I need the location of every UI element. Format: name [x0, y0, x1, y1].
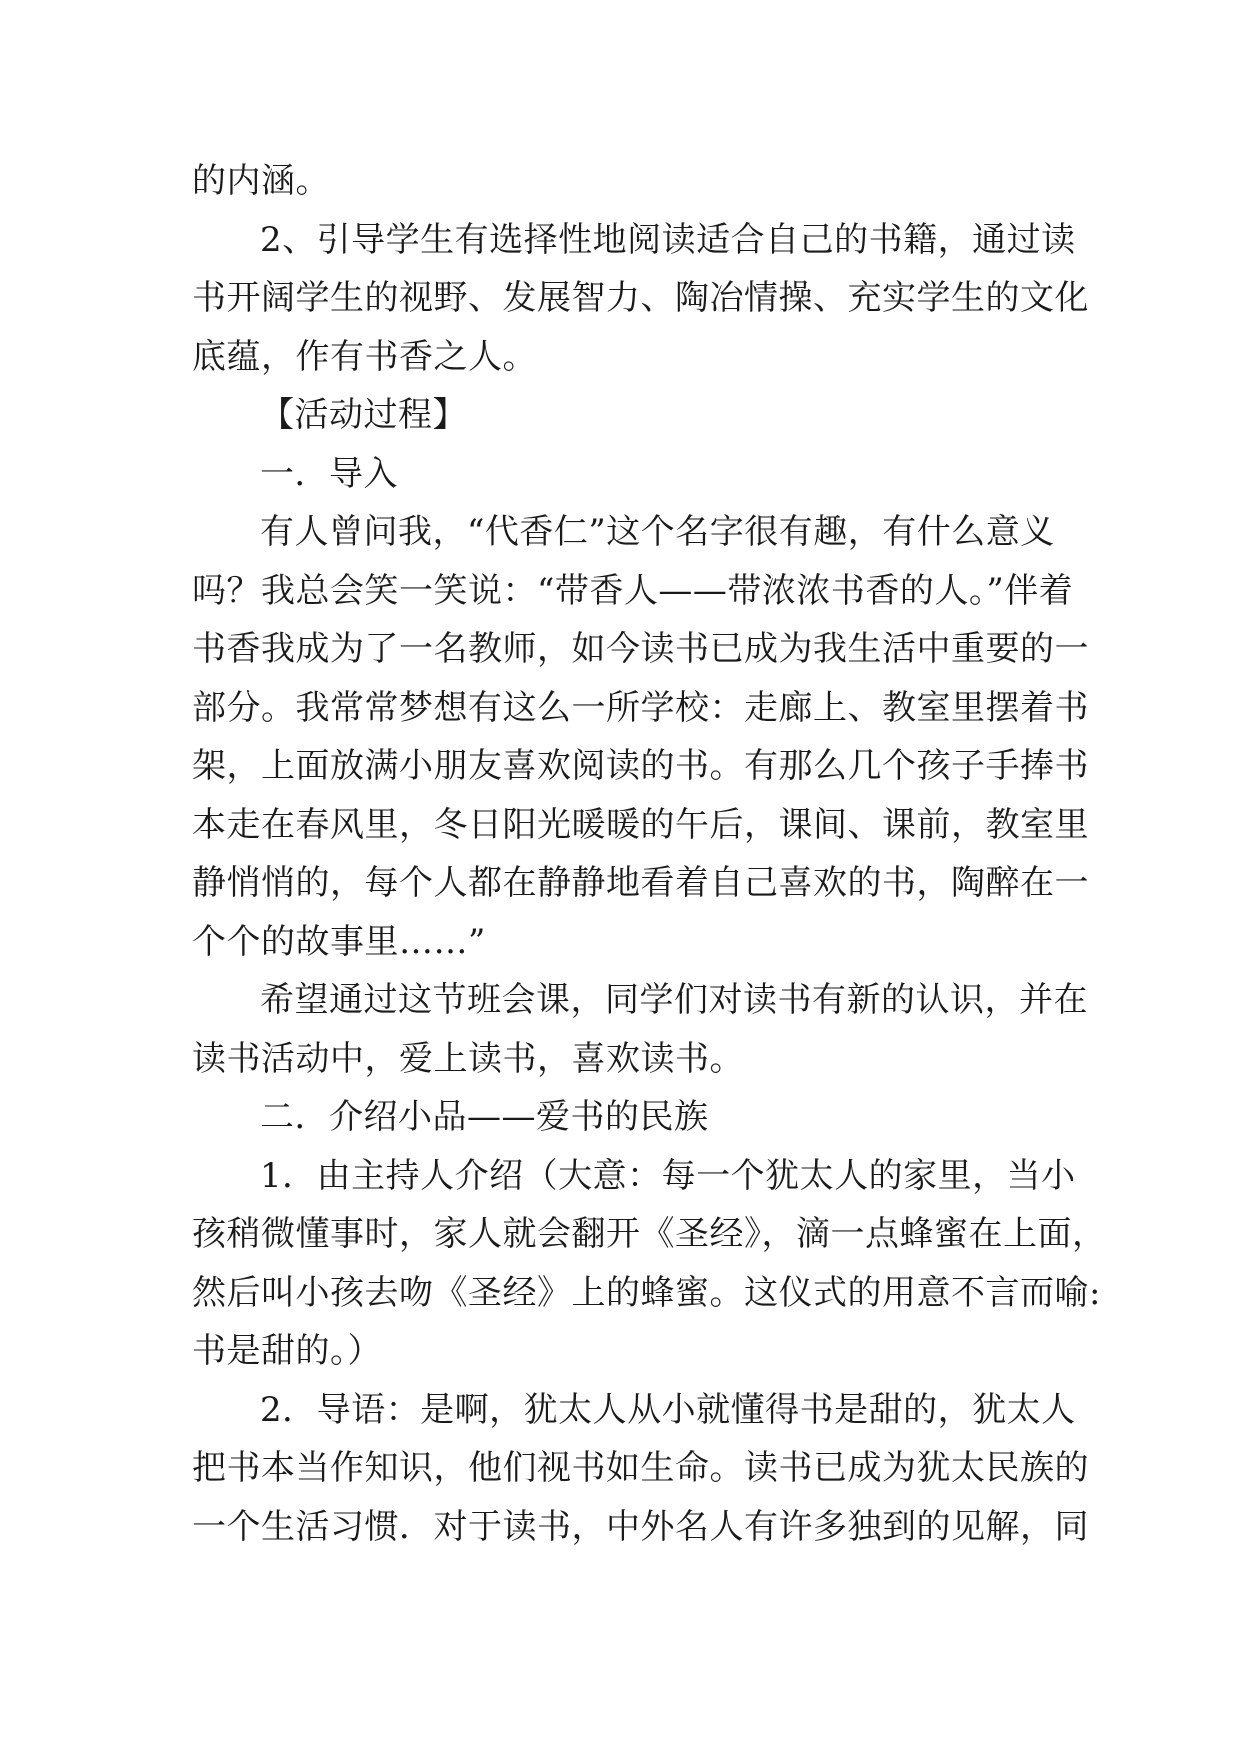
section-heading: 【活动过程】	[260, 395, 467, 435]
text-line: 然后叫小孩去吻《圣经》上的蜂蜜。这仪式的用意不言而喻:	[192, 1272, 1101, 1313]
text-line: 吗？我总会笑一笑说：“带香人——带浓浓书香的人。”伴着	[192, 570, 1074, 611]
text-line: 1．由主持人介绍（大意：每一个犹太人的家里，当小	[260, 1155, 1076, 1196]
text-line: 部分。我常常梦想有这么一所学校：走廊上、教室里摆着书	[192, 687, 1089, 728]
section-heading: 一．导入	[260, 453, 398, 494]
section-heading: 二．介绍小品——爱书的民族	[260, 1097, 709, 1137]
text-line: 把书本当作知识，他们视书如生命。读书已成为犹太民族的	[192, 1448, 1089, 1488]
text-line: 一个生活习惯．对于读书，中外名人有许多独到的见解，同	[192, 1506, 1089, 1547]
text-line: 的内涵。	[192, 161, 330, 201]
text-line: 书开阔学生的视野、发展智力、陶冶情操、充实学生的文化	[192, 278, 1089, 318]
text-line: 书香我成为了一名教师，如今读书已成为我生活中重要的一	[192, 629, 1089, 669]
text-line: 书是甜的。）	[192, 1331, 382, 1371]
text-line: 读书活动中，爱上读书，喜欢读书。	[192, 1038, 744, 1079]
text-line: 2．导语：是啊，犹太人从小就懂得书是甜的，犹太人	[260, 1389, 1076, 1430]
text-line: 孩稍微懂事时，家人就会翻开《圣经》，滴一点蜂蜜在上面，	[192, 1214, 1107, 1254]
text-line: 个个的故事里……”	[192, 921, 486, 962]
text-line: 架，上面放满小朋友喜欢阅读的书。有那么几个孩子手捧书	[192, 746, 1089, 786]
text-line: 静悄悄的，每个人都在静静地看着自己喜欢的书，陶醉在一	[192, 863, 1089, 903]
text-line: 本走在春风里，冬日阳光暖暖的午后，课间、课前，教室里	[192, 804, 1089, 845]
text-line: 有人曾问我，“代香仁”这个名字很有趣，有什么意义	[260, 512, 1055, 552]
text-line: 希望通过这节班会课，同学们对读书有新的认识，并在	[260, 980, 1088, 1020]
text-line: 2、引导学生有选择性地阅读适合自己的书籍，通过读	[260, 219, 1076, 260]
text-line: 底蕴，作有书香之人。	[192, 336, 537, 377]
document-body	[192, 152, 1107, 1556]
